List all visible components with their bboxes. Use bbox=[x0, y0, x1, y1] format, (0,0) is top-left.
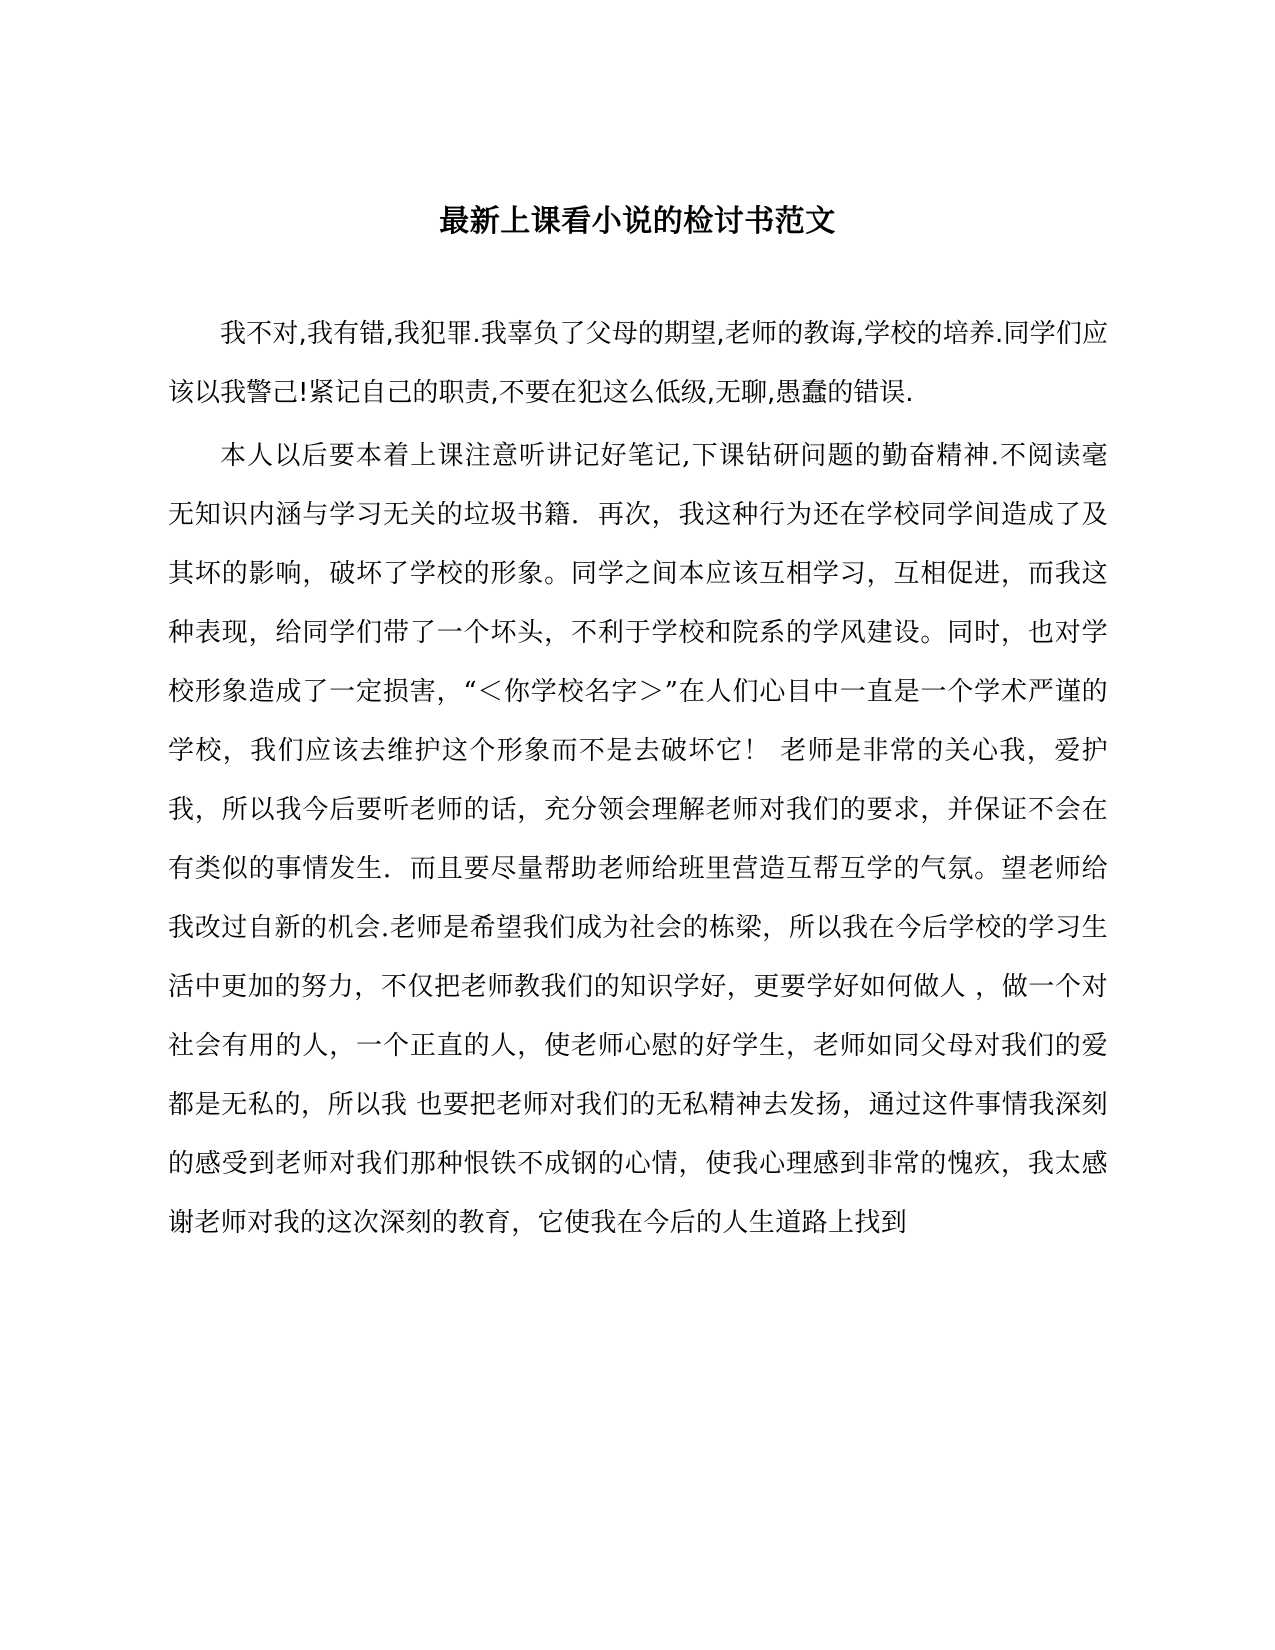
page-title: 最新上课看小说的检讨书范文 bbox=[439, 204, 836, 239]
paragraph-2: 本人以后要本着上课注意听讲记好笔记,下课钻研问题的勤奋精神.不阅读毫无知识内涵与学习无关的垃圾书籍．再次，我这种行为还在学校同学间造成了及其坏的影响，破坏了学校的形象。同学之间本应该互相学习，互相促进，而我这种表现，给同学们带了一个坏头，不利于学校和院系的学风建设。同时，也对学校形象造成了一定损害，“＜你学校名字＞”在人们心目中一直是一个学术严谨的学校，我们应该去维护这个形象而不是去破坏它！ 老师是非常的关心我，爱护我，所以我今后要听老师的话，充分领会理解老师对我们的要求，并保证不会在有类似的事情发生．而且要尽量帮助老师给班里营造互帮互学的气氛。望老师给我改过自新的机会.老师是希望我们成为社会的栋梁，所以我在今后学校的学习生活中更加的努力，不仅把老师教我们的知识学好，更要学好如何做人 ，做一个对社会有用的人，一个正直的人，使老师心慰的好学生，老师如同父母对我们的爱都是无私的，所以我 也要把老师对我们的无私精神去发扬，通过这件事情我深刻的感受到老师对我们那种恨铁不成钢的心情，使我心理感到非常的愧疚，我太感谢老师对我的这次深刻的教育，它使我在今后的人生道路上找到 bbox=[168, 441, 1108, 1238]
paragraph-1: 我不对,我有错,我犯罪.我辜负了父母的期望,老师的教诲,学校的培养.同学们应该以我警己!紧记自己的职责,不要在犯这么低级,无聊,愚蠢的错误. bbox=[168, 319, 1108, 408]
document-body bbox=[168, 305, 1108, 1257]
